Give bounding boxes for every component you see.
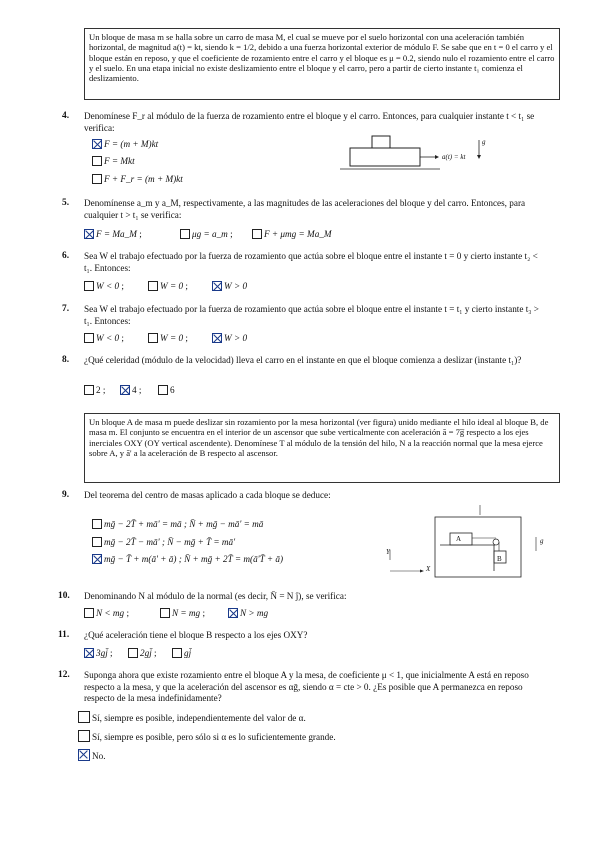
problem-statement-1-text: Un bloque de masa m se halla sobre un carro de masa M, el cual se mueve por el suelo horizontal con una aceleración también horizontal, de magnitud a(t) = kt, siendo k = 1/2, debido a una fuerza horizontal exterior de módulo F. Se sabe que en t = 0 el carro y el bloque están en reposo, y que el coeficiente de rozamiento entre el carro y el bloque es μ = 0.2, siendo nulo el rozamiento entre el carro y el suelo. En una etapa inicial no existe deslizamiento entre el bloque y el carro, pero a partir de cierto instante t₁ comienza el deslizamiento.	[89, 32, 555, 84]
question-11-option-3[interactable]	[172, 648, 191, 660]
checkbox-checked[interactable]	[84, 648, 94, 658]
question-4-option-3[interactable]	[92, 174, 183, 186]
question-10-option-3[interactable]	[228, 608, 268, 620]
elevator-frame	[435, 517, 521, 577]
question-12-text: Suponga ahora que existe rozamiento entre el bloque A y la mesa, de coeficiente μ < 1, que inicialmente A está en reposo respecto a la mesa, y que la aceleración del ascensor es αḡ, siendo α = cte > 0. ¿Es posible que A permanezca en reposo respecto de la mesa indefinidamente?	[84, 670, 529, 703]
question-10-option-1[interactable]: N < mg ;	[84, 608, 129, 620]
pulley	[493, 539, 499, 545]
checkbox[interactable]	[148, 281, 158, 291]
option-label: 4	[132, 385, 137, 395]
checkbox-checked[interactable]	[212, 281, 222, 291]
question-9-option-3[interactable]	[92, 554, 283, 566]
question-8-text: ¿Qué celeridad (módulo de la velocidad) lleva el carro en el instante en que el bloque comienza a deslizar (instante t₁)?	[84, 355, 522, 365]
option-label: W > 0	[224, 333, 248, 343]
checkbox[interactable]	[84, 281, 94, 291]
option-label: N < mg	[96, 608, 125, 618]
checkbox[interactable]	[92, 519, 102, 529]
question-11-text: ¿Qué aceleración tiene el bloque B respecto a los ejes OXY?	[84, 630, 308, 640]
problem-statement-2	[84, 413, 560, 483]
option-label: mḡ − 2T̄ − mā' ; N̄ − mḡ + T̄ = mā'	[104, 537, 236, 547]
question-8-number: 8.	[62, 355, 70, 365]
question-5-option-1[interactable]: F = Ma_M ;	[84, 229, 142, 241]
option-label: Sí, siempre es posible, pero sólo si α es lo suficientemente grande.	[92, 732, 336, 742]
question-5-option-3[interactable]	[252, 229, 332, 241]
question-6-option-2[interactable]: W = 0 ;	[148, 281, 188, 293]
option-label: 2	[96, 385, 101, 395]
question-4-option-1[interactable]	[92, 139, 158, 151]
option-label: F = Ma_M	[96, 229, 137, 239]
checkbox[interactable]	[160, 608, 170, 618]
option-label: Sí, siempre es posible, independientemente del valor de α.	[92, 713, 306, 723]
question-7-text: Sea W el trabajo efectuado por la fuerza de rozamiento que actúa sobre el bloque entre el instante t = t₁ y cierto instante t₃ > t₁. Entonces:	[84, 304, 539, 326]
option-label: F + F_r = (m + M)kt	[104, 174, 183, 184]
checkbox-checked[interactable]	[228, 608, 238, 618]
checkbox[interactable]	[84, 333, 94, 343]
option-label: W = 0	[160, 281, 184, 291]
checkbox[interactable]	[84, 385, 94, 395]
checkbox[interactable]	[158, 385, 168, 395]
question-5-number: 5.	[62, 198, 70, 208]
option-label: mḡ − 2T̄ + mā' = mā ; N̄ + mḡ − mā' = mā	[104, 519, 264, 529]
figure-label-a: A	[456, 535, 462, 543]
checkbox-checked[interactable]	[84, 229, 94, 239]
checkbox[interactable]	[92, 537, 102, 547]
question-7-option-1[interactable]: W < 0 ;	[84, 333, 124, 345]
question-7-number: 7.	[62, 304, 70, 314]
question-11-number: 11.	[58, 630, 70, 640]
option-label: gj̄	[184, 648, 192, 658]
question-7-option-3[interactable]	[212, 333, 247, 345]
question-7-option-2[interactable]: W = 0 ;	[148, 333, 188, 345]
question-6-option-3[interactable]	[212, 281, 247, 293]
question-10-text: Denominando N al módulo de la normal (es decir, N̄ = N ĵ), se verifica:	[84, 591, 347, 601]
checkbox-checked[interactable]	[92, 554, 102, 564]
question-4-option-2[interactable]	[92, 156, 135, 168]
option-label: N > mg	[240, 608, 269, 618]
checkbox[interactable]	[172, 648, 182, 658]
checkbox[interactable]	[128, 648, 138, 658]
block-shape	[372, 136, 390, 148]
checkbox[interactable]	[92, 156, 102, 166]
option-label: W < 0	[96, 281, 120, 291]
question-9-option-1[interactable]	[92, 519, 263, 531]
question-6-text: Sea W el trabajo efectuado por la fuerza de rozamiento que actúa sobre el bloque entre el instante t = 0 y cierto instante t₂ < t₁. Entonces:	[84, 251, 538, 273]
option-label: 3gj̄	[96, 648, 108, 658]
option-label: F + μmg = Ma_M	[264, 229, 332, 239]
question-8-option-2[interactable]: 4 ;	[120, 385, 141, 397]
question-10-number: 10.	[58, 591, 70, 601]
acceleration-label: a(t) = kt	[442, 153, 466, 161]
question-5-text: Denomínense a_m y a_M, respectivamente, a las magnitudes de las aceleraciones del bloque y del carro. Entonces, para cualquier t > t₁ se verifica:	[84, 198, 526, 220]
question-10-option-2[interactable]: N = mg ;	[160, 608, 205, 620]
question-9-text: Del teorema del centro de masas aplicado a cada bloque se deduce:	[84, 490, 331, 500]
checkbox-checked[interactable]	[212, 333, 222, 343]
question-8-option-1[interactable]: 2 ;	[84, 385, 105, 397]
checkbox-checked[interactable]	[92, 139, 102, 149]
option-label: No.	[92, 751, 106, 761]
option-label: μg = a_m	[192, 229, 228, 239]
option-label: mḡ − T̄ + m(ā' + ā) ; N̄ + mḡ + 2T̄ = m(ā'T̄ + ā)	[104, 554, 284, 564]
option-label: N = mg	[172, 608, 201, 618]
checkbox[interactable]	[92, 174, 102, 184]
option-label: W > 0	[224, 281, 248, 291]
checkbox[interactable]	[148, 333, 158, 343]
option-label: W = 0	[160, 333, 184, 343]
question-8-option-3[interactable]	[158, 385, 175, 397]
question-9-number: 9.	[62, 490, 70, 500]
problem-statement-2-text: Un bloque A de masa m puede deslizar sin rozamiento por la mesa horizontal (ver figura) unido mediante el hilo ideal al bloque B, de masa m. El conjunto se encuentra en el interior de un ascensor que sube verticalmente con aceleración ā = 7g̅ respecto a los ejes inerciales OXY (OY vertical ascendente). Denomínese T al módulo de la tensión del hilo, N a la reacción normal que la mesa ejerce sobre A, y ā' a la aceleración de B respecto al ascensor.	[89, 417, 549, 458]
question-12-option-2[interactable]	[78, 730, 336, 744]
figure-label-b: B	[497, 555, 502, 563]
figure-label-x: X	[426, 565, 431, 573]
option-label: F = (m + M)kt	[104, 139, 159, 149]
checkbox[interactable]	[84, 608, 94, 618]
question-6-option-1[interactable]: W < 0 ;	[84, 281, 124, 293]
gravity-label: g	[482, 138, 486, 146]
elevator-figure	[380, 505, 550, 585]
checkbox-checked[interactable]	[120, 385, 130, 395]
option-label: F = Mkt	[104, 156, 135, 166]
problem-statement-1	[84, 28, 560, 100]
question-12-option-1[interactable]	[78, 711, 306, 725]
question-11-option-2[interactable]: 2gj̄ ;	[128, 648, 157, 660]
question-9-option-2[interactable]	[92, 537, 235, 549]
question-4-text: Denomínese F_r al módulo de la fuerza de rozamiento entre el bloque y el carro. Entonces, para cualquier instante t < t₁ se verifica:	[84, 111, 535, 133]
checkbox[interactable]	[78, 711, 90, 723]
checkbox[interactable]	[252, 229, 262, 239]
option-label: W < 0	[96, 333, 120, 343]
checkbox[interactable]	[78, 730, 90, 742]
question-6-number: 6.	[62, 251, 70, 261]
question-5-option-2[interactable]: μg = a_m ;	[180, 229, 233, 241]
figure-label-g: g	[540, 537, 544, 545]
cart-shape	[350, 148, 420, 166]
question-12-option-3[interactable]	[78, 749, 106, 763]
checkbox[interactable]	[180, 229, 190, 239]
figure-label-y: Y	[386, 548, 390, 556]
question-12-number: 12.	[58, 670, 70, 680]
question-4-number: 4.	[62, 111, 70, 121]
option-label: 6	[170, 385, 175, 395]
option-label: 2gj̄	[140, 648, 152, 658]
question-11-option-1[interactable]: 3gj̄ ;	[84, 648, 113, 660]
checkbox-checked[interactable]	[78, 749, 90, 761]
